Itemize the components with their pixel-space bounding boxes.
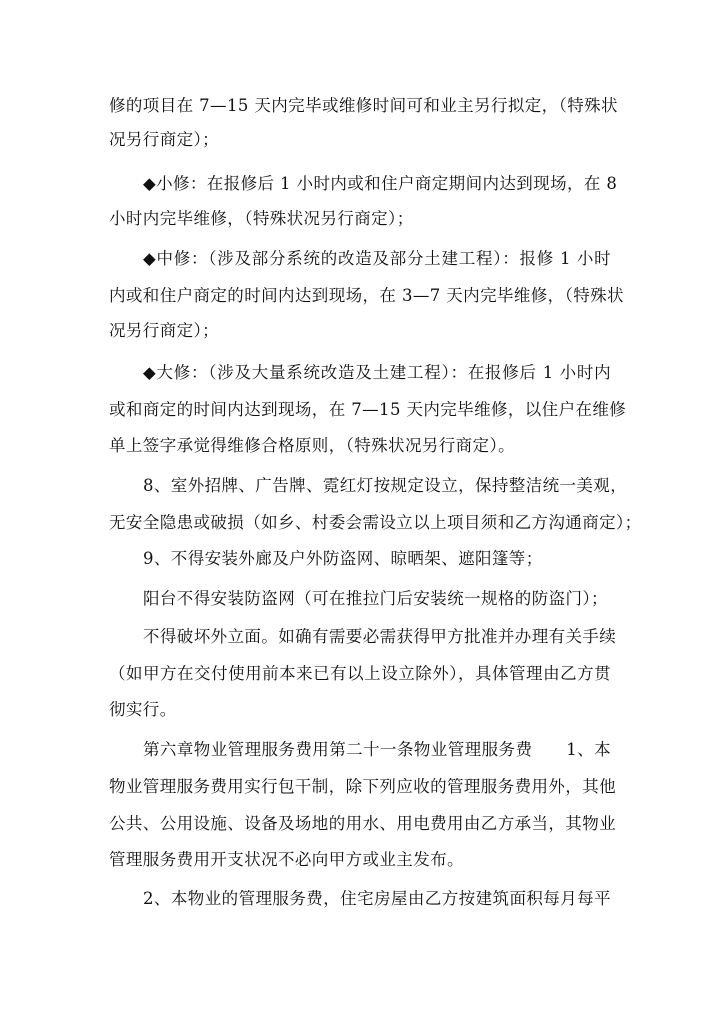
- paragraph-line: 2、本物业的管理服务费，住宅房屋由乙方按建筑面积每月每平: [143, 889, 611, 908]
- paragraph-line: 第六章物业管理服务费用第二十一条物业管理服务费 1、本: [143, 740, 611, 759]
- paragraph-line: 管理服务费用开支状况不必向甲方或业主发布。: [109, 850, 464, 869]
- paragraph-line: 内或和住户商定的时间内达到现场，在 3—7 天内完毕维修，（特殊状: [109, 286, 624, 305]
- paragraph-line: 单上签字承觉得维修合格原则，（特殊状况另行商定）。: [109, 436, 515, 455]
- paragraph-line: 不得破坏外立面。如确有需要必需获得甲方批准并办理有关手续: [143, 627, 617, 646]
- paragraph-line: ◆中修：（涉及部分系统的改造及部分土建工程）：报修 1 小时: [143, 249, 611, 268]
- paragraph-line: 或和商定的时间内达到现场，在 7—15 天内完毕维修，以住户在维修: [109, 400, 627, 419]
- paragraph-line: 况另行商定）；: [109, 321, 220, 340]
- paragraph-line: 阳台不得安装防盗网（可在推拉门后安装统一规格的防盗门）；: [143, 589, 608, 608]
- paragraph-line: 物业管理服务费用实行包干制，除下列应收的管理服务费用外，其他: [109, 777, 616, 796]
- paragraph-line: 况另行商定）；: [109, 130, 220, 149]
- paragraph-line: 无安全隐患或破损（如乡、村委会需设立以上项目须和乙方沟通商定）；: [109, 513, 642, 532]
- paragraph-line: ◆小修：在报修后 1 小时内或和住户商定期间内达到现场，在 8: [143, 174, 618, 193]
- paragraph-line: 9、不得安装外廊及户外防盗网、晾晒架、遮阳篷等；: [143, 549, 543, 568]
- paragraph-line: （如甲方在交付使用前本来已有以上设立除外），具体管理由乙方贯: [109, 664, 611, 683]
- paragraph-line: 公共、公用设施、设备及场地的用水、用电费用由乙方承当，其物业: [109, 814, 616, 833]
- paragraph-line: 彻实行。: [109, 700, 177, 719]
- paragraph-line: ◆大修：（涉及大量系统改造及土建工程）：在报修后 1 小时内: [143, 363, 611, 382]
- paragraph-line: 小时内完毕维修，（特殊状况另行商定）；: [109, 209, 414, 228]
- paragraph-line: 8、室外招牌、广告牌、霓红灯按规定设立，保持整洁统一美观，: [143, 476, 628, 495]
- paragraph-line: 修的项目在 7—15 天内完毕或维修时间可和业主另行拟定，（特殊状: [109, 96, 618, 115]
